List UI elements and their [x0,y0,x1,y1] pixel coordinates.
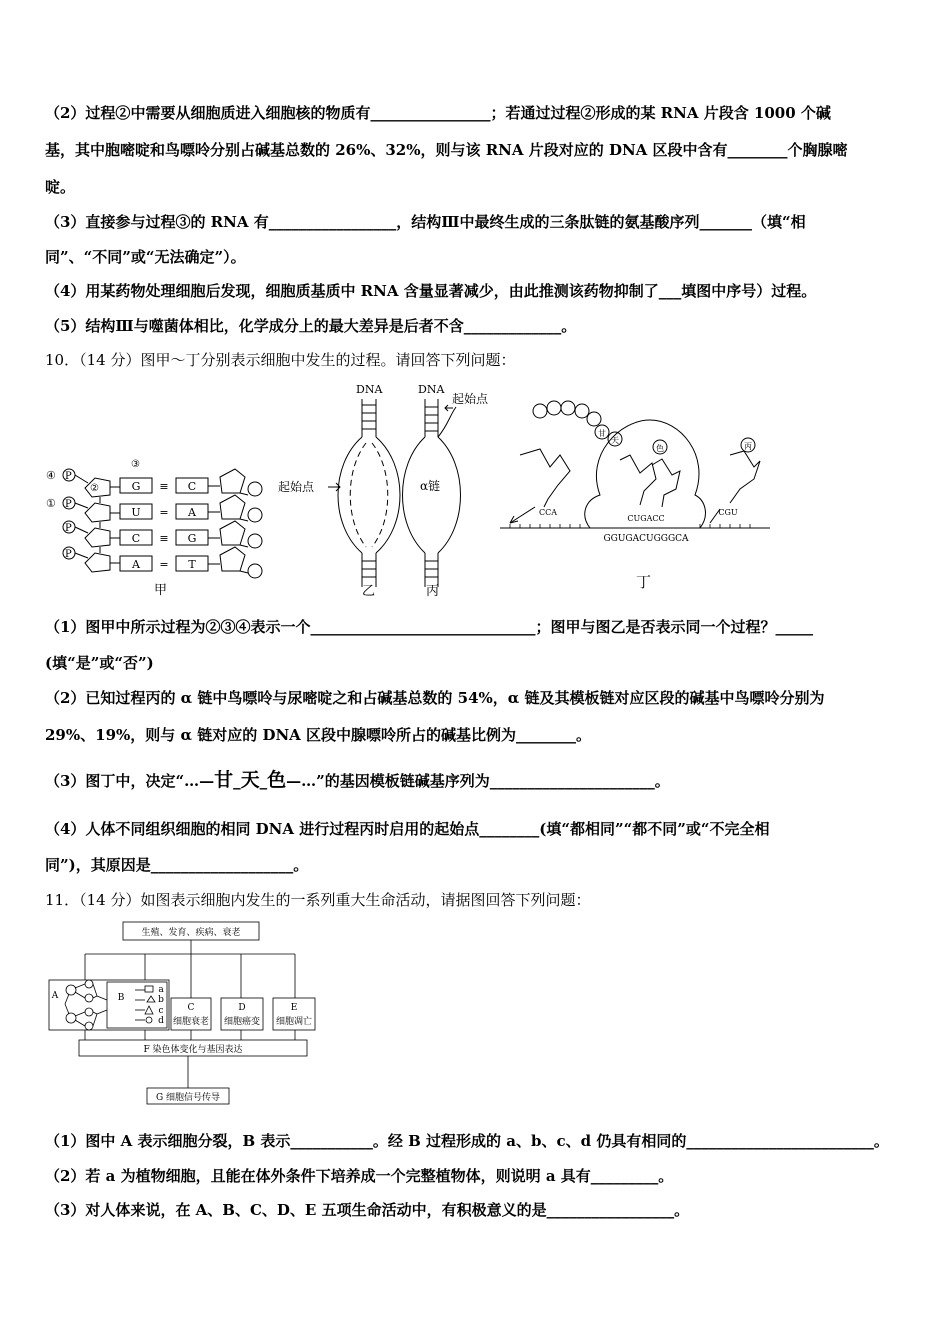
q10-part3-suffix: —…”的基因模板链碱基序列为______________________。 [286,772,670,790]
q10-part4-line1: （4）人体不同组织细胞的相同 DNA 进行过程丙时启用的起始点________(填“都相同”“都不同”或“不完全相 [45,820,770,838]
label-d-text: 细胞癌变 [223,1017,261,1027]
q11-figure [45,918,335,1113]
mrna-sequence: GGUGACUGGGCA [603,534,689,544]
label-c: C [187,1003,195,1013]
label-ding: 丁 [636,573,652,591]
bond-3: ≡ [159,532,169,545]
label-yi: 乙 [362,584,376,599]
amino-label-1: 甘 [598,429,606,438]
phosphate-label-3: P [65,523,72,534]
alpha-chain-label: α链 [420,479,441,493]
label-a: A [51,991,59,1001]
q10-part1-line2: (填“是”或“否”) [45,654,154,672]
amino-glyph-tian: 天 [240,769,260,791]
q9-part4: （4）用某药物处理细胞后发现，细胞质基质中 RNA 含量显著减少，由此推测该药物抑制了___填图中序号）过程。 [45,282,817,300]
q10-figure [40,375,820,605]
phosphate-label-1: P [65,471,72,482]
q11-part3: （3）对人体来说，在 A、B、C、D、E 五项生命活动中，有积极意义的是_________________。 [45,1201,690,1219]
bond-2: = [159,506,169,519]
item-a: a [158,985,164,995]
amino-glyph-se: 色 [267,769,287,791]
dna-label-bing: DNA [418,383,445,396]
q9-part2-line2: 基，其中胞嘧啶和鸟嘌呤分别占碱基总数的 26%、32%，则与该 RNA 片段对应的 DNA 区段中含有________个胸腺嘧 [45,141,848,159]
q9-part2-line1: （2）过程②中需要从细胞质进入细胞核的物质有________________；若通过过程②形成的某 RNA 片段含 1000 个碱 [45,104,831,122]
q10-part2-line2: 29%、19%，则与 α 链对应的 DNA 区段中腺嘌呤所占的碱基比例为________。 [45,726,592,744]
circle-3-label: ③ [131,459,140,470]
amino-label-2: 天 [611,436,619,445]
bond-4: = [159,558,169,571]
q10-part3-prefix: （3）图丁中，决定“…— [45,772,215,790]
label-c-text: 细胞衰老 [172,1017,210,1027]
base-right-4: T [188,558,196,571]
q9-part5: （5）结构Ⅲ与噬菌体相比，化学成分上的最大差异是后者不含_____________。 [45,317,577,335]
q10-part3: （3）图丁中，决定“…—甘_天_色—…”的基因模板链碱基序列为______________________。 [45,769,670,791]
phosphate-label-4: P [65,549,72,560]
base-right-1: C [187,480,197,493]
label-d: D [238,1003,246,1013]
figure-bing [403,383,490,599]
circle-1-label: ① [46,497,56,510]
label-bing: 丙 [426,584,440,599]
base-left-4: A [132,558,140,571]
label-jia: 甲 [154,583,168,598]
label-e: E [290,1003,298,1013]
top-box-label: 生殖、发育、疾病、衰老 [141,928,241,938]
q11-part1: （1）图中 A 表示细胞分裂，B 表示___________。经 B 过程形成的 a、b、c、d 仍具有相同的_________________________。 [45,1132,889,1150]
circle-4-label: ④ [46,469,56,482]
amino-label-3: 色 [656,444,664,453]
base-left-1: G [131,480,141,493]
start-point-bing: 起始点 [452,392,489,406]
figure-yi [278,383,400,599]
base-right-3: G [187,532,197,545]
label-g: G 细胞信号传导 [155,1093,221,1103]
item-c: c [158,1006,164,1016]
q11-heading: 11．（14 分）如图表示细胞内发生的一系列重大生命活动，请据图回答下列问题： [45,891,591,909]
amino-label-4: 丙 [744,442,752,451]
q10-heading: 10．（14 分）图甲～丁分别表示细胞中发生的过程。请回答下列问题： [45,351,516,369]
label-b: B [117,993,125,1003]
item-b: b [158,995,164,1005]
amino-glyph-gan: 甘 [214,769,234,791]
anticodon-2: CUGACC [627,514,665,523]
q10-part1-line1: （1）图甲中所示过程为②③④表示一个______________________________；图甲与图乙是否表示同一个过程？_____ [45,618,813,636]
anticodon-3: CGU [718,508,738,517]
q9-part3-line2: 同”、“不同”或“无法确定”）。 [45,248,246,266]
q10-part4-line2: 同”)，其原因是___________________。 [45,856,309,874]
base-left-2: U [131,506,141,519]
label-f: F 染色体变化与基因表达 [143,1045,243,1055]
base-left-3: C [131,532,141,545]
anticodon-1: CCA [538,508,558,517]
dna-label-yi: DNA [356,383,383,396]
figure-jia [46,459,262,598]
q9-part3-line1: （3）直接参与过程③的 RNA 有_________________，结构Ⅲ中最终生成的三条肽链的氨基酸序列_______（填“相 [45,213,806,231]
phosphate-label-2: P [65,499,72,510]
start-point-yi: 起始点 [278,480,315,494]
bond-1: ≡ [159,480,169,493]
q11-part2: （2）若 a 为植物细胞，且能在体外条件下培养成一个完整植物体，则说明 a 具有_________。 [45,1167,674,1185]
q9-part2-line3: 啶。 [45,178,76,196]
circle-2-label: ② [90,483,99,494]
base-right-2: A [188,506,196,519]
item-d: d [158,1016,164,1026]
q10-part2-line1: （2）已知过程丙的 α 链中鸟嘌呤与尿嘧啶之和占碱基总数的 54%，α 链及其模板链对应区段的碱基中鸟嘌呤分别为 [45,689,825,707]
label-e-text: 细胞凋亡 [275,1017,313,1027]
